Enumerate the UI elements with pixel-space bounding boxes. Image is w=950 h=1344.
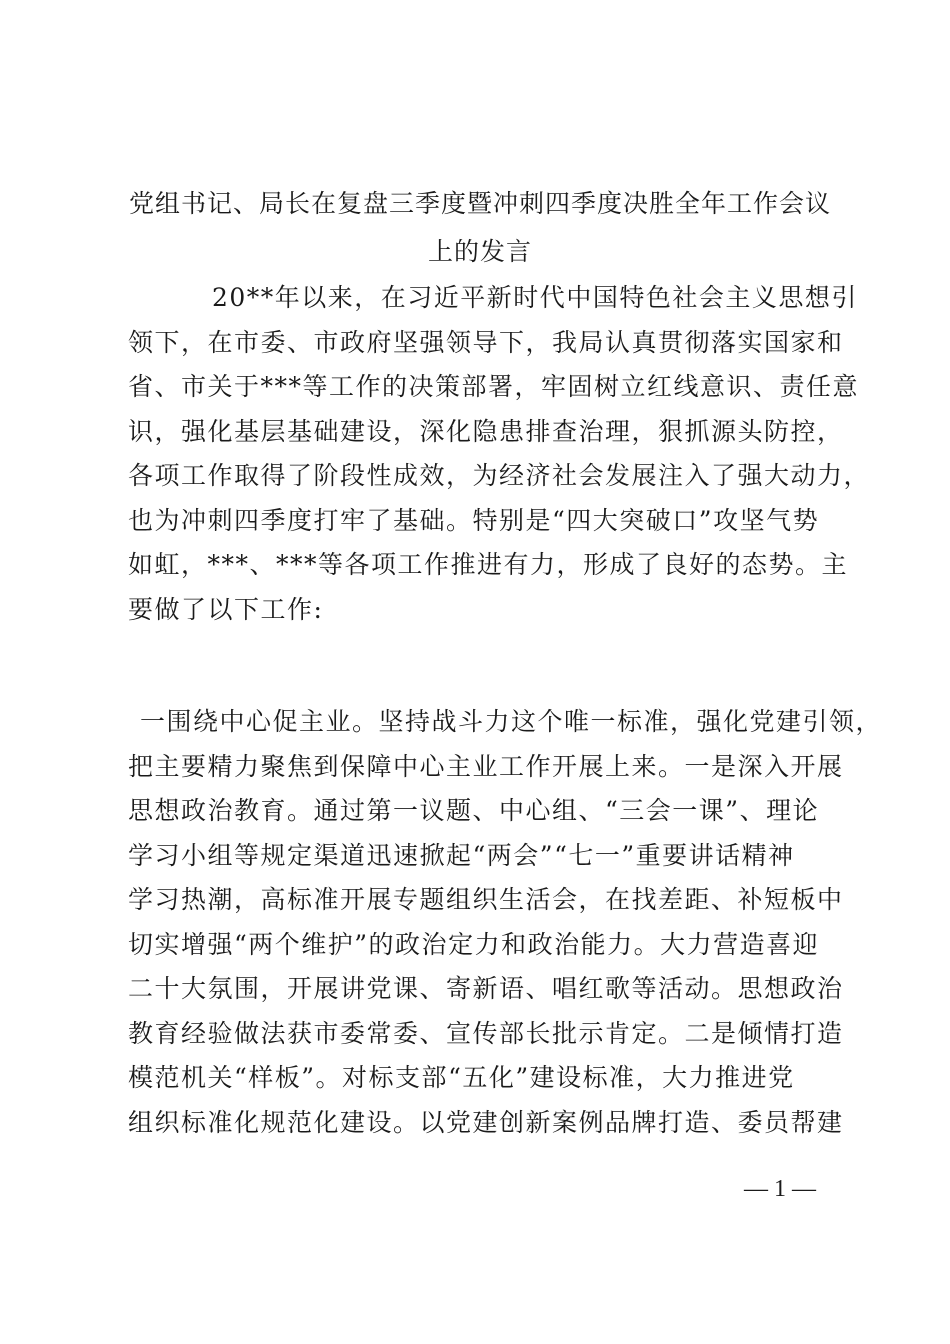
- paragraph-1-line-8: 要做了以下工作:: [128, 595, 324, 624]
- paragraph-2-line-3: 思想政治教育。通过第一议题、中心组、“三会一课”、理论: [128, 796, 820, 825]
- paragraph-1-line-5: 各项工作取得了阶段性成效，为经济社会发展注入了强大动力，: [128, 461, 871, 490]
- paragraph-2-line-6: 切实增强“两个维护”的政治定力和政治能力。大力营造喜迎: [128, 930, 820, 959]
- paragraph-1-line-1: 20**年以来，在习近平新时代中国特色社会主义思想引: [212, 283, 858, 312]
- paragraph-1-line-3: 省、市关于***等工作的决策部署，牢固树立红线意识、责任意: [128, 372, 860, 401]
- paragraph-2-line-9: 模范机关“样板”。对标支部“五化”建设标准，大力推进党: [128, 1063, 795, 1092]
- paragraph-2-line-8: 教育经验做法获市委常委、宣传部长批示肯定。二是倾情打造: [128, 1019, 844, 1048]
- document-title-line-2: 上的发言: [427, 237, 532, 266]
- paragraph-1-line-2: 领下，在市委、市政府坚强领导下，我局认真贯彻落实国家和: [128, 328, 844, 357]
- paragraph-1-line-7: 如虹，***、***等各项工作推进有力，形成了良好的态势。主: [128, 550, 849, 579]
- paragraph-2-line-1: 一围绕中心促主业。坚持战斗力这个唯一标准，强化党建引领，: [140, 707, 883, 736]
- paragraph-2-line-4: 学习小组等规定渠道迅速掀起“两会”“七一”重要讲话精神: [128, 841, 795, 870]
- page-number: — 1 —: [744, 1176, 816, 1202]
- document-title-line-1: 党组书记、局长在复盘三季度暨冲刺四季度决胜全年工作会议: [128, 189, 831, 218]
- paragraph-2-line-2: 把主要精力聚焦到保障中心主业工作开展上来。一是深入开展: [128, 752, 844, 781]
- paragraph-2-line-10: 组织标准化规范化建设。以党建创新案例品牌打造、委员帮建: [128, 1108, 844, 1137]
- paragraph-2-line-5: 学习热潮，高标准开展专题组织生活会，在找差距、补短板中: [128, 885, 844, 914]
- paragraph-1-line-6: 也为冲刺四季度打牢了基础。特别是“四大突破口”攻坚气势: [128, 506, 820, 535]
- paragraph-1-line-4: 识，强化基层基础建设，深化隐患排查治理，狠抓源头防控，: [128, 417, 844, 446]
- paragraph-2-line-7: 二十大氛围，开展讲党课、寄新语、唱红歌等活动。思想政治: [128, 974, 844, 1003]
